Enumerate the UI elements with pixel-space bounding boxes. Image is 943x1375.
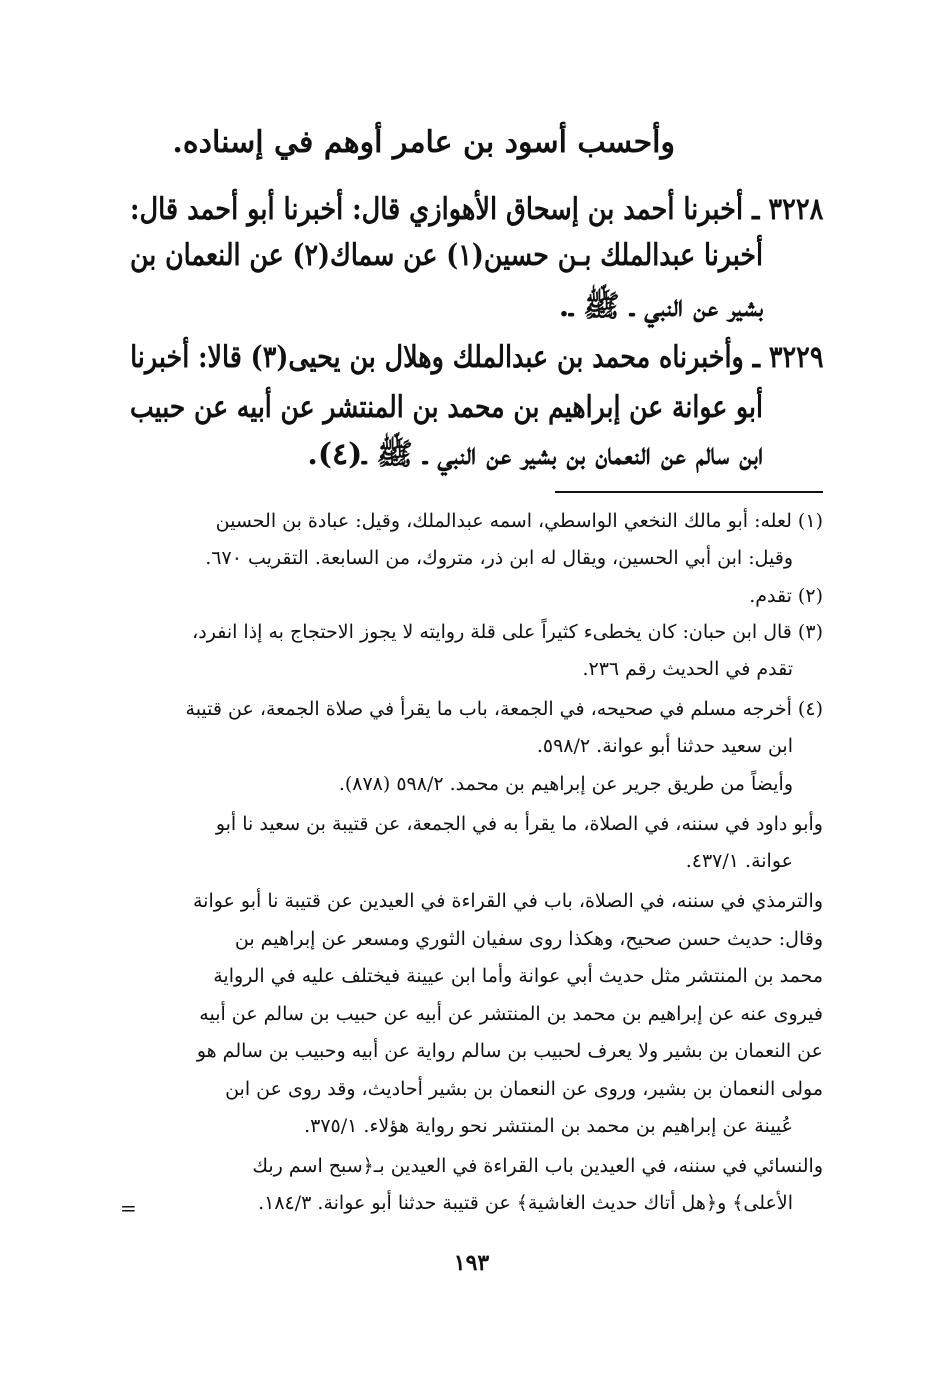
footnote-line: مولى النعمان بن بشير، وروى عن النعمان بن بشير أحاديث، وقد روى عن ابن — [225, 1078, 823, 1100]
footnote-line: (١) لعله: أبو مالك النخعي الواسطي، اسمه عبدالملك، وقيل: عبادة بن الحسين — [215, 510, 823, 532]
footnote-line: (٤) أخرجه مسلم في صحيحه، في الجمعة، باب ما يقرأ في صلاة الجمعة، عن قتيبة — [185, 698, 823, 720]
footnote-line: عن النعمان بن بشير ولا يعرف لحبيب بن سالم رواية عن أبيه وحبيب بن سالم هو — [196, 1040, 823, 1062]
main-text-line: بشير عن النبي ـ ﷺ ـ. — [558, 289, 763, 324]
footnote-line: الأعلى﴾ و﴿هل أتاك حديث الغاشية﴾ عن قتيبة حدثنا أبو عوانة. ١٨٤/٣. — [258, 1192, 793, 1214]
footnote-line: وقيل: ابن أبي الحسين، ويقال له ابن ذر، متروك، من السابعة. التقريب ٦٧٠. — [205, 547, 793, 569]
footnote-line: والنسائي في سننه، في العيدين باب القراءة في العيدين بـ﴿سبح اسم ربك — [252, 1155, 823, 1177]
footnote-line: والترمذي في سننه، في الصلاة، باب في القراءة في العيدين عن قتيبة نا أبو عوانة — [192, 890, 823, 912]
footnote-line: وأيضاً من طريق جرير عن إبراهيم بن محمد. ٥٩٨/٢ (٨٧٨). — [338, 773, 793, 795]
main-text-line: ٣٢٢٩ ـ وأخبرناه محمد بن عبدالملك وهلال بن يحيى(٣) قالا: أخبرنا — [129, 340, 823, 375]
footnote-line: ابن سعيد حدثنا أبو عوانة. ٥٩٨/٢. — [536, 735, 793, 757]
page-number: ١٩٣ — [453, 1250, 490, 1276]
main-text-line: وأحسب أسود بن عامر أوهم في إسناده. — [172, 125, 675, 160]
footnote-line: محمد بن المنتشر مثل حديث أبي عوانة وأما ابن عيينة فيختلف عليه في الرواية — [213, 965, 823, 987]
main-text-line: ابن سالم عن النعمان بن بشير عن النبي ـ ﷺ ـ(٤). — [307, 437, 763, 472]
footnote-line: وقال: حديث حسن صحيح، وهكذا روى سفيان الثوري ومسعر عن إبراهيم بن — [234, 928, 823, 950]
main-text-line: أبو عوانة عن إبراهيم بن محمد بن المنتشر عن أبيه عن حبيب — [130, 390, 763, 425]
footnote-separator-rule — [555, 491, 823, 493]
footnote-line: فيروى عنه عن إبراهيم بن محمد بن المنتشر عن أبيه عن حبيب بن سالم عن أبيه — [199, 1003, 823, 1025]
footnote-line: (٣) قال ابن حبان: كان يخطىء كثيراً على قلة روايته لا يجوز الاحتجاج به إذا انفرد، — [192, 621, 823, 643]
main-text-line: ٣٢٢٨ ـ أخبرنا أحمد بن إسحاق الأهوازي قال: أخبرنا أبو أحمد قال: — [129, 192, 823, 227]
footnote-line: عوانة. ٤٣٧/١. — [685, 850, 793, 872]
footnote-line: وأبو داود في سننه، في الصلاة، ما يقرأ به في الجمعة، عن قتيبة بن سعيد نا أبو — [215, 813, 823, 835]
footnote-line: (٢) تقدم. — [749, 585, 823, 607]
footnote-line: تقدم في الحديث رقم ٢٣٦. — [582, 658, 793, 680]
footnote-line: عُيينة عن إبراهيم بن محمد بن المنتشر نحو رواية هؤلاء. ٣٧٥/١. — [304, 1115, 793, 1137]
main-text-line: أخبرنا عبدالملك بـن حسين(١) عن سماك(٢) عن النعمان بن — [129, 238, 763, 273]
continuation-mark: = — [120, 1196, 137, 1220]
